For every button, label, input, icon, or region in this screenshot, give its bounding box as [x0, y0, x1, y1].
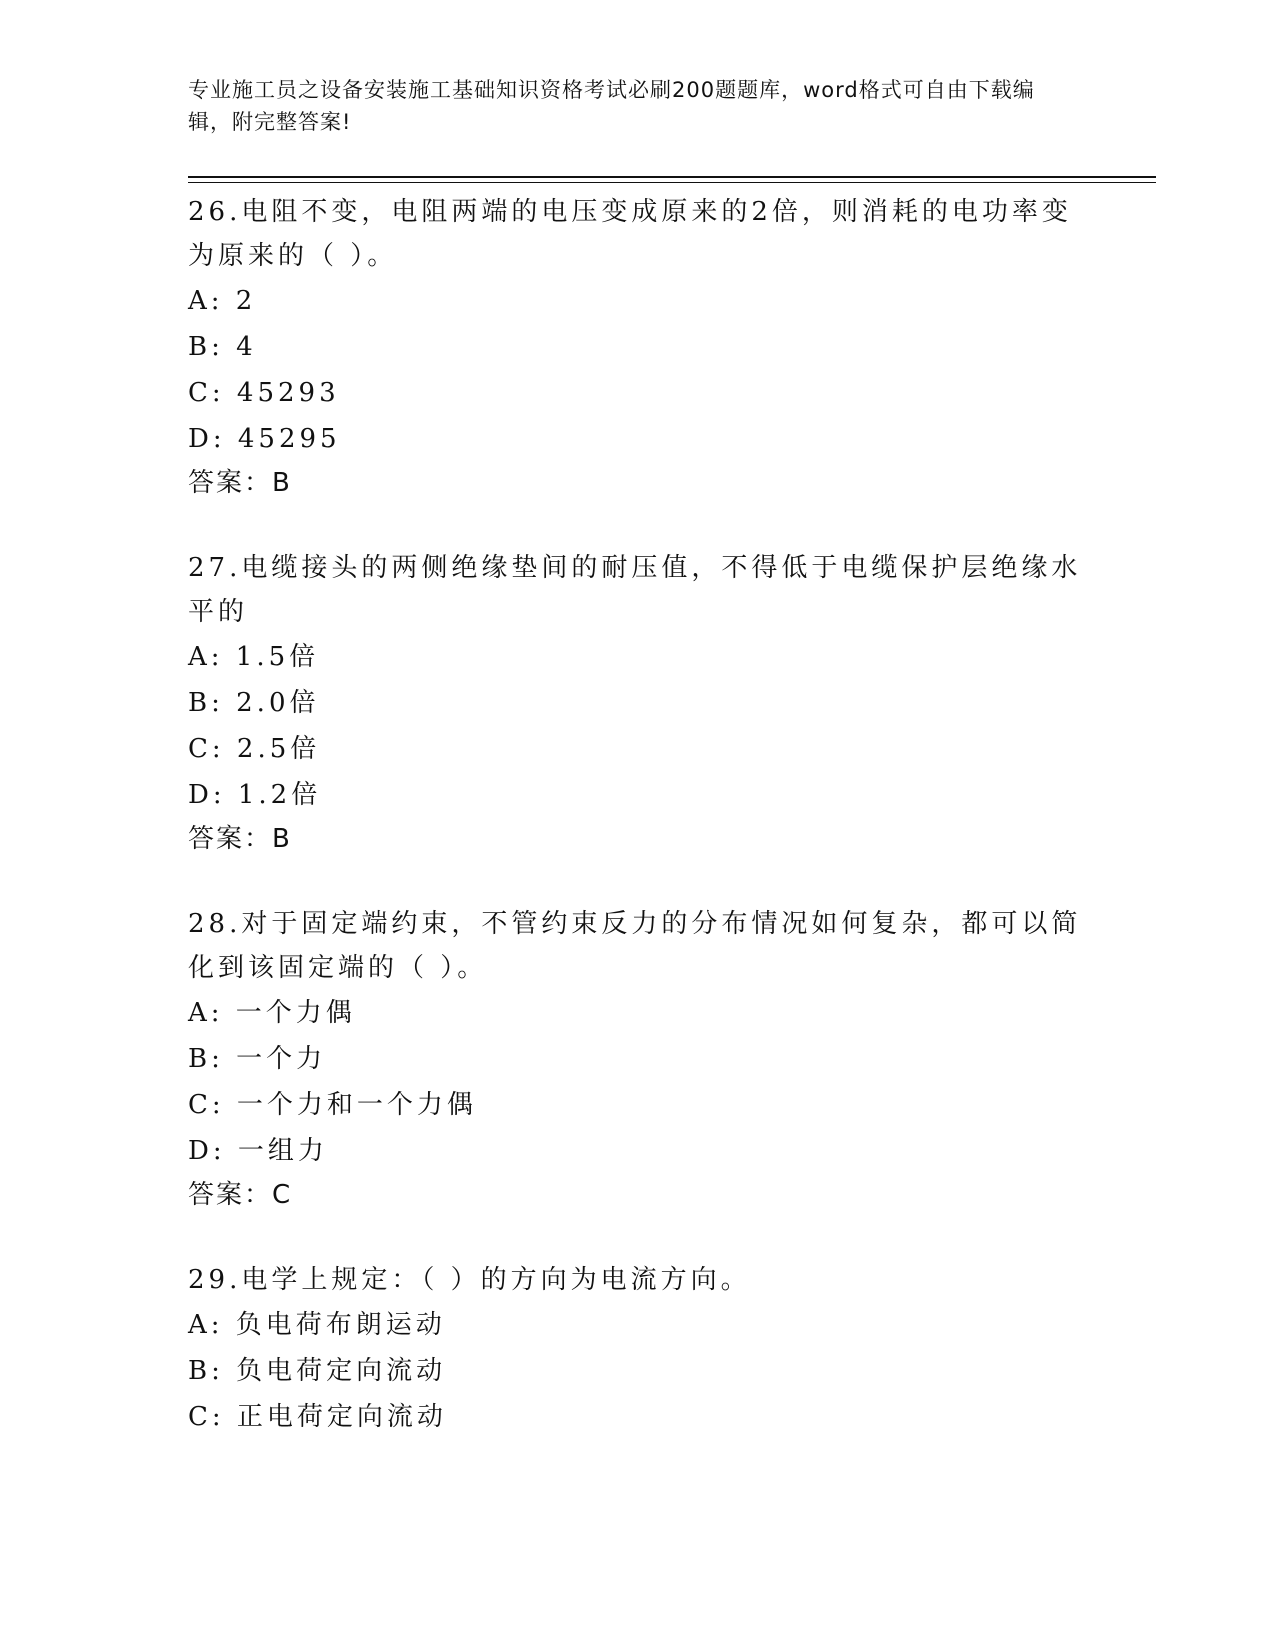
option-a: A: 一个力偶	[188, 998, 356, 1028]
document-header: 专业施工员之设备安装施工基础知识资格考试必刷200题题库，word格式可自由下载编辑，附完整答案!	[188, 78, 1035, 134]
option-b: B: 2.0倍	[188, 688, 320, 718]
question-28	[188, 902, 1088, 1216]
option-c: C: 45293	[188, 378, 340, 408]
question-27	[188, 546, 1088, 860]
question-stem: 26.电阻不变，电阻两端的电压变成原来的2倍，则消耗的电功率变为原来的（ ）。	[188, 197, 1072, 271]
header-divider-thick	[188, 176, 1156, 178]
option-b: B: 负电荷定向流动	[188, 1356, 447, 1386]
option-b: B: 一个力	[188, 1044, 327, 1074]
question-list	[188, 190, 1088, 1482]
option-d: D: 45295	[188, 424, 341, 454]
question-stem: 28.对于固定端约束，不管约束反力的分布情况如何复杂，都可以简化到该固定端的（ ）。	[188, 909, 1082, 983]
question-stem: 29.电学上规定：（ ）的方向为电流方向。	[188, 1265, 751, 1295]
option-a: A: 1.5倍	[188, 642, 320, 672]
header-divider-thin	[188, 182, 1156, 183]
question-26	[188, 190, 1088, 504]
option-d: D: 1.2倍	[188, 780, 322, 810]
option-a: A: 负电荷布朗运动	[188, 1310, 446, 1340]
answer: 答案：C	[188, 1180, 293, 1210]
option-b: B: 4	[188, 332, 257, 362]
question-stem: 27.电缆接头的两侧绝缘垫间的耐压值，不得低于电缆保护层绝缘水平的	[188, 553, 1082, 627]
option-c: C: 一个力和一个力偶	[188, 1090, 477, 1120]
option-d: D: 一组力	[188, 1136, 328, 1166]
answer: 答案：B	[188, 468, 292, 498]
answer: 答案：B	[188, 824, 292, 854]
option-c: C: 正电荷定向流动	[188, 1402, 447, 1432]
question-29	[188, 1258, 1088, 1440]
option-c: C: 2.5倍	[188, 734, 321, 764]
option-a: A: 2	[188, 286, 257, 316]
